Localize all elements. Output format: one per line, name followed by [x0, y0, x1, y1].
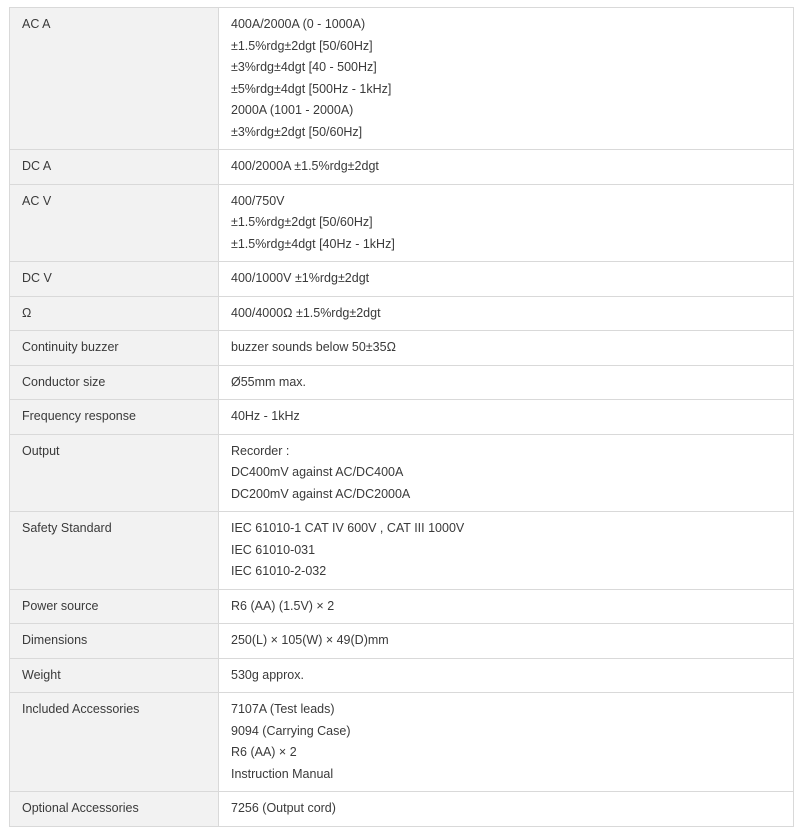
spec-value: [219, 365, 794, 400]
spec-row: [10, 624, 794, 659]
spec-value-line: 400/750V: [231, 193, 285, 208]
spec-value: [219, 512, 794, 590]
spec-value: [219, 184, 794, 262]
spec-row: [10, 8, 794, 150]
spec-value-line: 400A/2000A (0 - 1000A): [231, 17, 366, 31]
spec-row: [10, 589, 794, 624]
spec-label: Output: [10, 434, 219, 512]
spec-label: Weight: [10, 658, 219, 693]
spec-value: [219, 150, 794, 185]
spec-row: [10, 434, 794, 512]
spec-value-line: 40Hz - 1kHz: [231, 409, 300, 423]
specifications-table-container: [9, 7, 794, 827]
spec-value-line: 400/4000Ω ±1.5%rdg±2dgt: [231, 305, 381, 320]
spec-row: [10, 365, 794, 400]
spec-value-line: Ø55mm max.: [231, 374, 307, 389]
spec-value-line: 2000A (1001 - 2000A): [231, 103, 354, 117]
spec-value-line: ±1.5%rdg±2dgt [50/60Hz]: [231, 38, 373, 53]
spec-value: [219, 658, 794, 693]
spec-row: [10, 150, 794, 185]
spec-value-line: buzzer sounds below 50±35Ω: [231, 340, 396, 354]
spec-value-line: DC200mV against AC/DC2000A: [231, 486, 411, 501]
spec-label: Continuity buzzer: [10, 331, 219, 366]
spec-label: DC A: [10, 150, 219, 185]
spec-value-line: ±3%rdg±4dgt [40 - 500Hz]: [231, 60, 377, 74]
spec-value-line: ±5%rdg±4dgt [500Hz - 1kHz]: [231, 81, 392, 96]
spec-label: Included Accessories: [10, 693, 219, 792]
spec-row: [10, 331, 794, 366]
spec-row: [10, 296, 794, 331]
spec-value-line: Instruction Manual: [231, 766, 334, 781]
spec-value: [219, 8, 794, 150]
spec-label: Frequency response: [10, 400, 219, 435]
spec-row: [10, 512, 794, 590]
specifications-table: [9, 7, 794, 827]
spec-value-line: IEC 61010-031: [231, 542, 316, 557]
spec-value-line: 400/2000A ±1.5%rdg±2dgt: [231, 159, 379, 173]
spec-value-line: 7256 (Output cord): [231, 801, 336, 815]
spec-value-line: R6 (AA) (1.5V) × 2: [231, 598, 335, 613]
spec-value: [219, 262, 794, 297]
spec-row: [10, 658, 794, 693]
spec-value-line: ±1.5%rdg±4dgt [40Hz - 1kHz]: [231, 236, 395, 251]
spec-label: Safety Standard: [10, 512, 219, 590]
specifications-table-body: [10, 8, 794, 827]
spec-value: [219, 792, 794, 827]
spec-row: [10, 262, 794, 297]
spec-row: [10, 184, 794, 262]
spec-value-line: ±3%rdg±2dgt [50/60Hz]: [231, 124, 363, 139]
spec-value-line: DC400mV against AC/DC400A: [231, 465, 404, 479]
spec-value-line: IEC 61010-2-032: [231, 564, 327, 578]
spec-value-line: IEC 61010-1 CAT IV 600V , CAT III 1000V: [231, 521, 465, 535]
spec-label: Optional Accessories: [10, 792, 219, 827]
spec-label: Ω: [10, 296, 219, 331]
spec-value: [219, 693, 794, 792]
spec-value-line: 530g approx.: [231, 667, 304, 682]
spec-value-line: 250(L) × 105(W) × 49(D)mm: [231, 633, 389, 647]
spec-label: Dimensions: [10, 624, 219, 659]
spec-value: [219, 400, 794, 435]
spec-label: AC V: [10, 184, 219, 262]
spec-row: [10, 400, 794, 435]
spec-value: [219, 434, 794, 512]
spec-value-line: 400/1000V ±1%rdg±2dgt: [231, 271, 370, 285]
spec-value-line: 9094 (Carrying Case): [231, 723, 351, 738]
spec-label: Conductor size: [10, 365, 219, 400]
spec-row: [10, 693, 794, 792]
spec-value: [219, 296, 794, 331]
spec-value-line: ±1.5%rdg±2dgt [50/60Hz]: [231, 215, 373, 229]
spec-label: DC V: [10, 262, 219, 297]
spec-label: Power source: [10, 589, 219, 624]
spec-value-line: R6 (AA) × 2: [231, 745, 297, 759]
spec-row: [10, 792, 794, 827]
spec-value-line: Recorder :: [231, 443, 290, 458]
spec-value: [219, 331, 794, 366]
spec-label: AC A: [10, 8, 219, 150]
spec-value-line: 7107A (Test leads): [231, 702, 335, 716]
spec-value: [219, 624, 794, 659]
spec-value: [219, 589, 794, 624]
